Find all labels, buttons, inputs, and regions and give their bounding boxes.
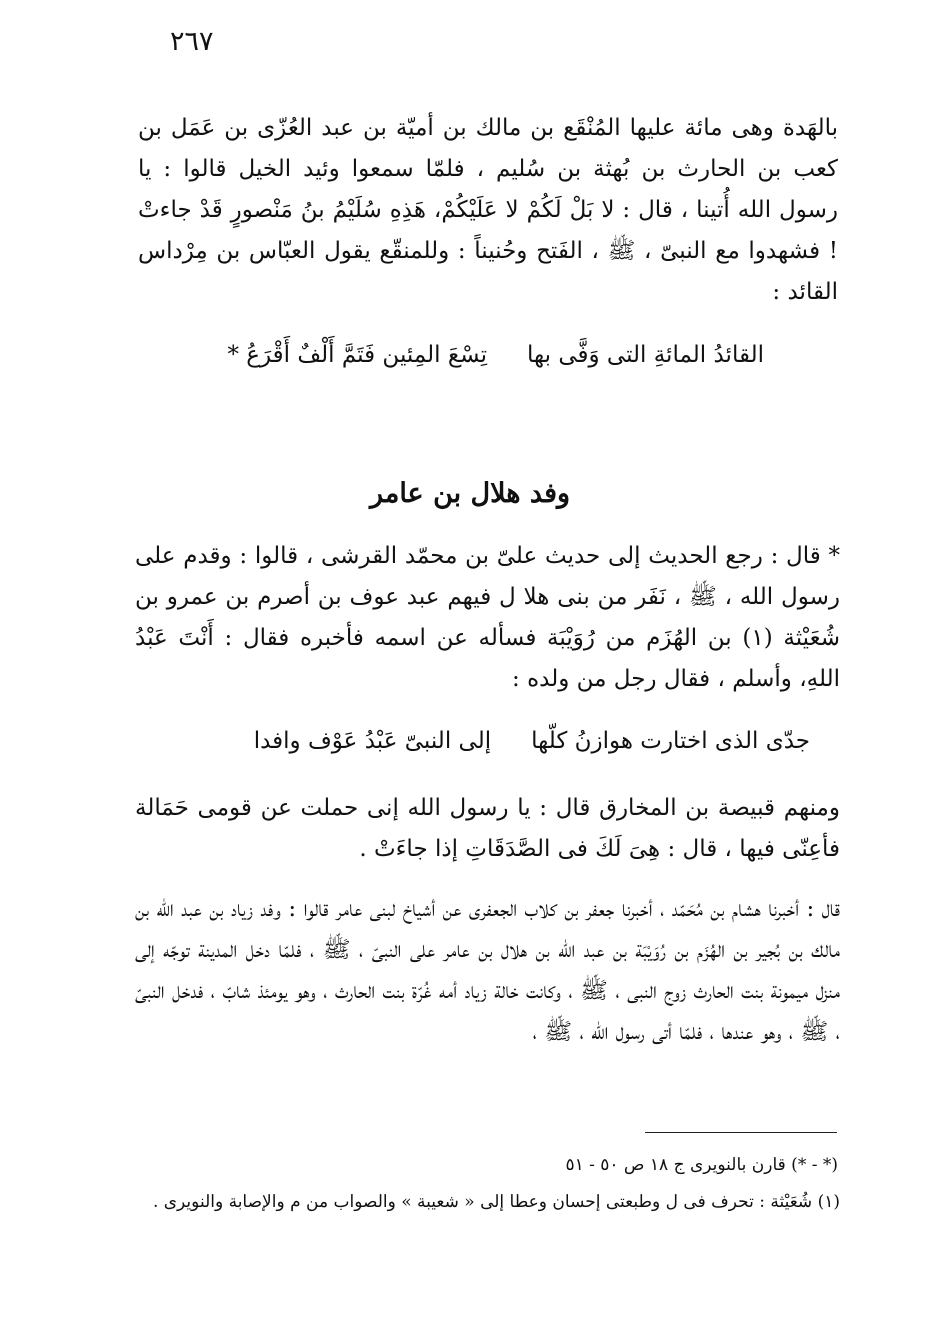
verse-first-hemistich: جدّى الذى اختارت هوازنُ كلّها	[531, 728, 810, 754]
footnote-divider	[645, 1132, 837, 1133]
paragraph-delegation: * قال : رجع الحديث إلى حديث علىّ بن محمّد القرشى ، قالوا : وقدم على رسول الله ، ﷺ ، نَفَر من بنى هلا ل فيهم عبد عوف بن أصرم بن عمرو بن شُعَيْثة (١) بن الهُزَم من رُوَيْبَة فسأله عن اسمه فأخبره فقال : أَنْتَ عَبْدُ اللهِ، وأسلم ، فقال رجل من ولده :	[135, 543, 840, 692]
verse-second-hemistich: تِسْعَ المِئين فَتَمَّ أَلْفٌ أَقْرَعُ *	[227, 342, 487, 368]
verse-second-hemistich: إلى النبىّ عَبْدُ عَوْف وافدا	[253, 728, 492, 754]
paragraph-qabisa: ومنهم قبيصة بن المخارق قال : يا رسول الله إنى حملت عن قومى حَمَالة فأعِنّى فيها ، قال : هِىَ لَكَ فى الصَّدَقَاتِ إذا جاءَتْ .	[135, 795, 840, 862]
page-number: ٢٦٧	[170, 26, 214, 57]
paragraph-intro: بالهَدة وهى مائة عليها المُنْقَع بن مالك بن أميّة بن عبد العُزّى بن عَمَل بن كعب بن الحارث بن بُهثة بن سُليم ، فلمّا سمعوا وئيد الخيل قالوا : يا رسول الله أُتينا ، قال : لا بَلْ لَكُمْ لا عَلَيْكُمْ، هَذِهِ سُلَيْمُ بنُ مَنْصورٍ قَدْ جاءتْ ! فشهدوا مع النبىّ ، ﷺ ، الفَتح وحُنيناً : وللمنقّع يقول العبّاس بن مِرْداس القائد :	[138, 115, 838, 305]
poem-verse	[227, 342, 764, 368]
paragraph-ziyad: قال : أخبرنا هشام بن مُحَمّد ، أخبرنا جعفر بن كلاب الجعفرى عن أشياخ لبنى عامر قالوا : وفد زياد بن عبد الله بن مالك بن بُجير بن الهُزَم بن رُوَيْبَة بن عبد الله بن هلال بن عامر على النبىّ ، ﷺ ، فلمّا دخل المدينة توجّه إلى منزل ميمونة بنت الحارث زوج النبى ، ﷺ ، وكانت خالة زياد أمه غُرّة بنت الحارث ، وهو يومئذ شابّ ، فدخل النبىّ ، ﷺ ، وهو عندها ، فلمّا أتى رسول الله ، ﷺ ،	[135, 896, 840, 1045]
footnote: (١) شُعَيْثة : تحرف فى ل وطبعتى إحسان وعطا إلى « شعيبة » والصواب من م والإصابة والنويرى .	[152, 1192, 840, 1212]
footnote: (* - *) قارن بالنويرى ج ١٨ ص ٥٠ - ٥١	[565, 1155, 838, 1175]
section-heading: وفد هلال بن عامر	[369, 478, 571, 509]
poem-verse-2	[254, 728, 810, 754]
verse-first-hemistich: القائدُ المائةِ التى وَفَّى بها	[527, 342, 764, 368]
